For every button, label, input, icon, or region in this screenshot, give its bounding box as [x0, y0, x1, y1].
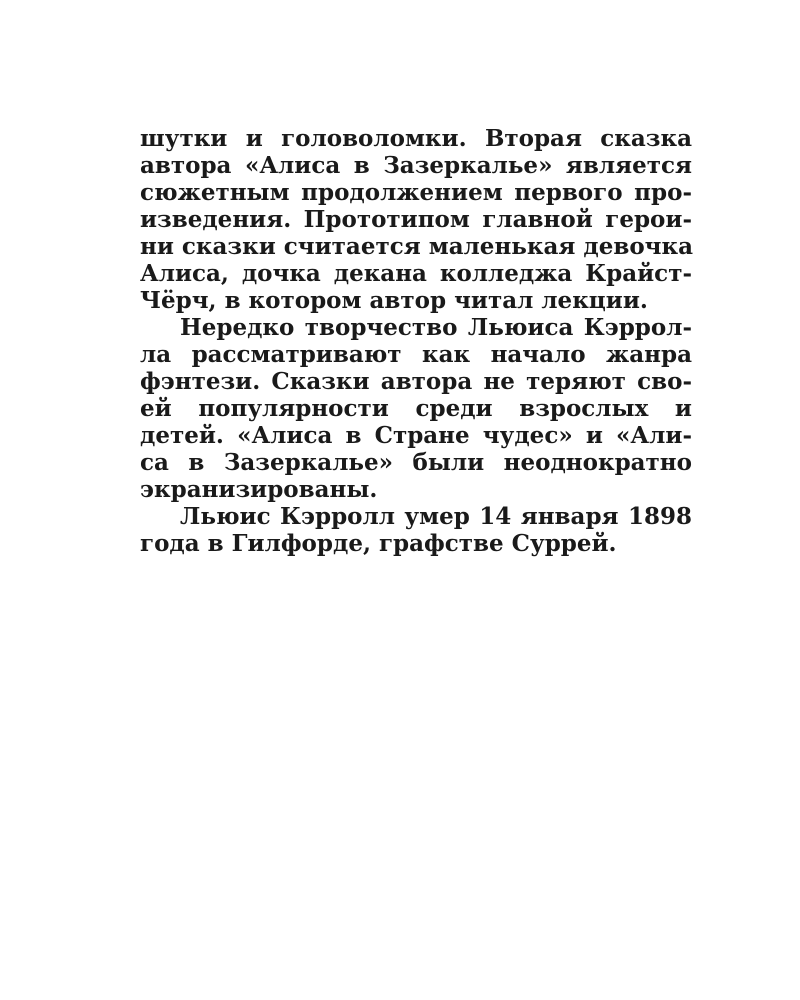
text-line: Льюис Кэрролл умер 14 января 1898 — [180, 503, 692, 530]
text-line: Алиса, дочка декана колледжа Крайст- — [140, 260, 692, 287]
text-line: изведения. Прототипом главной герои- — [140, 206, 692, 233]
text-line: ей популярности среди взрослых и — [140, 395, 692, 422]
text-line: фэнтези. Сказки автора не теряют сво- — [140, 368, 692, 395]
text-line: года в Гилфорде, графстве Суррей. — [140, 530, 617, 557]
text-line: сюжетным продолжением первого про- — [140, 179, 692, 206]
text-line: шутки и головоломки. Вторая сказка — [140, 125, 692, 152]
text-line: ни сказки считается маленькая девочка — [140, 233, 694, 260]
text-line: автора «Алиса в Зазеркалье» является — [140, 152, 692, 179]
text-line: ла рассматривают как начало жанра — [140, 341, 692, 368]
text-line: экранизированы. — [140, 476, 378, 503]
body-text — [140, 125, 692, 557]
text-line: детей. «Алиса в Стране чудес» и «Али- — [140, 422, 692, 449]
text-line: Нередко творчество Льюиса Кэррол- — [180, 314, 692, 341]
text-line: Чёрч, в котором автор читал лекции. — [140, 287, 648, 314]
text-line: са в Зазеркалье» были неоднократно — [140, 449, 692, 476]
